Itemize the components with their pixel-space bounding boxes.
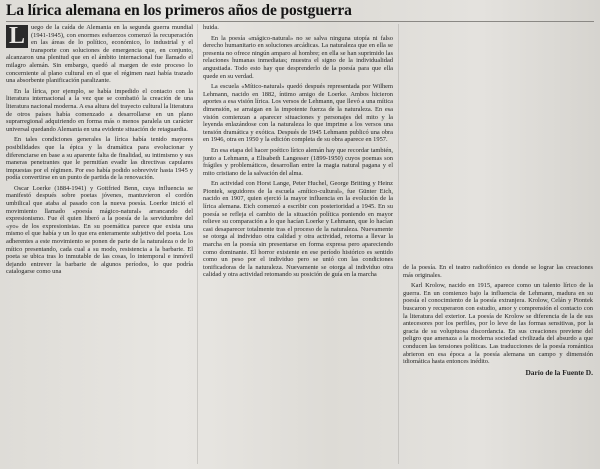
column-divider [197,24,198,464]
paragraph [6,24,193,85]
paragraph: En esa etapa del hacer poético lírico alemán hay que recordar también, junto a Lehmann, a Elisabeth Langesser (1899-1950) cuyos poemas son frágiles y problemáticos, desarrollan entre la magia natural pagana y el mito cristiano de la salvación del alma. [203,146,393,177]
article-column-1 [6,24,193,279]
paragraph: En tales condiciones generales la lírica había tenido mayores posibilidades que la épica y la dramática para evolucionar y diferenciarse en base a su aparente falta de finalidad, su intimismo y sus maneras penetrantes que le permitían evadir las directivas capulares impuestas por el régimen. Por eso había podido sobrevivir hasta 1945 y podía convertirse en un punto de partida de la renovación. [6,136,193,182]
paragraph: En actividad con Horst Lange, Peter Huchel, George Britting y Heinz Piontek, seguidores de la escuela «mítico-cultural», fue Günter Eich, nacido en 1907, quien ejerció la mayor influencia en la evolución de la lírica alemana. Eich comenzó a escribir con posterioridad a 1945. En su poesía se refleja el cambio de la situación política poniendo en mayor relieve su comparación a lo que hacían Loerke y Lehmann, que lo hacían casi desaparecer totalmente tras el proceso de la naturaleza. Nuevamente se otorga al individuo otra calidad y otra actividad, retorna a llevar la marcha en la poesía sin presentarse en forma expresa pero apareciendo como dominante. El horror existente en ese período histórico es sentido como un peso por el individuo pero se unió con las condiciones tonificadoras de la naturaleza. Nuevamente se otorga al individuo otra calidad y otra actividad retomando su posición de guía en la marcha [203,180,393,279]
paragraph-text: uego de la caída de Alemania en la segunda guerra mundial (1941-1945), con enormes esfuerzos comenzó la recuperación en las áreas de lo político, económico, lo industrial y el transporte con soluciones de emergencia que, en conjunto, alcanzaron una plenitud que en el ámbito internacional fue llamado el milagro alemán. Sin embargo, quedó al margen de este proceso lo concerniente al plano cultural en el que el régimen nazi había trazado una absorbente planificación paralizante. [6,24,193,85]
paragraph: En la poesía «mágico-natural» no se salva ninguna utopía ni falso derecho humanitario en soluciones arcádicas. La naturaleza que en ella se presenta no ofrece ningún amparo al hombre; en ella se han suprimido las relaciones humanas inmediatas; muestra el signo de la individualidad angustiada. Todo esto hay que desprenderlo de la poesía para que ella quede en su verdad. [203,34,393,80]
column-divider [398,24,399,464]
title-rule [6,21,594,22]
paragraph: huida. [203,24,219,31]
paragraph: de la poesía. En el teatro radiofónico es donde se lograr las creaciones más originales. [403,264,593,279]
paragraph: Oscar Loerke (1884-1941) y Gottfried Benn, cuya influencia se manifestó después sobre poetas jóvenes, mantuvieron el cordón umbilical que ataba al pasado con la nueva poesía. Loerke inició el movimiento llamado «poesía mágico-natural» arrancando del expresionismo. Fue él quien liberó a la poesía de la servidumbre del «yo» de los expresionistas. En su poemática parece que exista una mismo el que había y un lo que era enteramente subjetivo del poeta. Los adherentes a este movimiento se ponen de parte de la naturaleza o de lo mítico presentando, cada cual a su modo, resistencia a la barbarie. El poeta se ubica tras lo inmutable de las cosas, lo intemporal e inmóvil dejando entrever la barbarie de algunos períodos, lo que podría catalogarse como una [6,184,193,276]
paragraph: En la lírica, por ejemplo, se había impedido el contacto con la literatura internacional a la vez que se combatió la creación de una literatura nacional moderna. A esa altura del trayecto cultural la literatura de otros países había comenzado a desarrollarse en un plano suprarregional adquiriendo en forma más o menos paralela un carácter universal quedando Alemania en una evidente situación de retaguardia. [6,87,193,133]
article-column-2 [203,24,393,282]
article-column-3 [403,264,593,379]
paragraph: La escuela «Mítico-natural» quedó después representada por Wilhem Lehmann, nacido en 1882, íntimo amigo de Loerke. Ambos hicieron aportes a esa visión lírica. Los versos de Lehmann, que llevó a una mítica dimensión, se arraigan en la impotente fuerza de la naturaleza. En esa visión comienzan a aparecer situaciones y personajes del mito y la leyenda enlazándose con la naturaleza lo que imprime a los versos una tensión dramática y exótica. Después de 1945 Lehmann publicó una obra en 1946, otra en 1950 y la edición completa de su obra aparece en 1957. [203,83,393,144]
drop-cap: L [6,25,28,48]
article-title: La lírica alemana en los primeros años de postguerra [6,2,352,19]
author-signature: Darío de la Fuente D. [525,367,593,377]
paragraph: Karl Krolow, nacido en 1915, aparece como un talento lírico de la guerra. En un comienzo bajo la influencia de Lehmann, madura en su poesía el conocimiento de la poesía extranjera. Krolow, Celán y Piontek buscaron y recuperaron con estudio, amor y comprensión el contacto con la literatura del exterior. La poesía de Krolow se diferencia de la de sus antecesores por los perfiles, por lo leve de las formas sensitivas, por la gracia de su voluptuosa discordancia. En sus creaciones previene del peligro que amenaza a la moderna sociedad civilizada del absurdo a que conducen las tensiones políticas. Las traducciones de la poesía romántica abrieron en esa época a la poesía alemana un campo y dimensión idiomática hasta entonces inédito. [403,282,593,366]
